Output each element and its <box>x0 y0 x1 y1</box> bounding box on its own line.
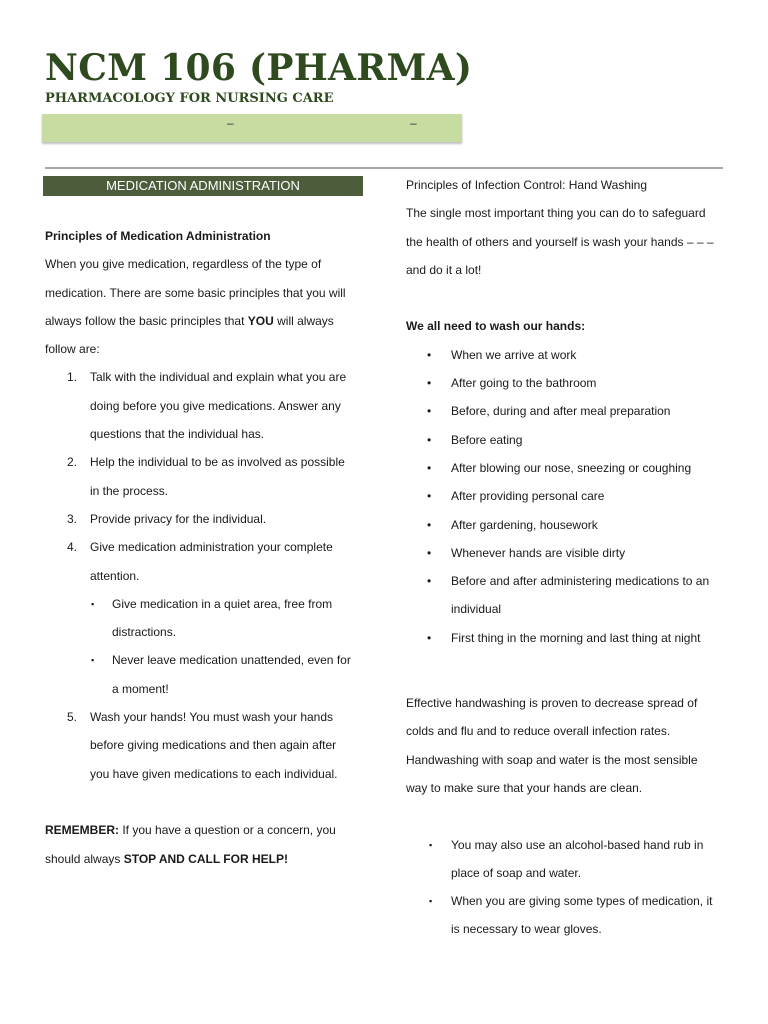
paragraph-line: When you give medication, regardless of the type of <box>45 257 322 272</box>
list-item: ▪ You may also use an alcohol-based hand rub in place of soap and water. <box>451 831 728 888</box>
bullet-icon: • <box>427 574 432 589</box>
square-bullet-icon: ▪ <box>91 598 95 609</box>
list-item: 4. Give medication administration your complete attention. ▪ Give medication in a quiet area, free from distractions. ▪ Never leave medication unattended, even for a moment! <box>90 533 367 703</box>
sub-list <box>90 590 367 703</box>
bullet-icon: • <box>427 347 432 362</box>
square-bullet-icon: ▪ <box>91 655 95 666</box>
bullet-icon: • <box>427 630 432 645</box>
list-item: • After gardening, housework <box>451 511 728 539</box>
section-title: MEDICATION ADMINISTRATION <box>43 176 363 196</box>
wash-heading: We all need to wash our hands: <box>406 319 586 334</box>
list-item: 1. Talk with the individual and explain what you are doing before you give medications. Answer any questions that the individual has. <box>67 370 347 442</box>
horizontal-rule <box>45 167 723 169</box>
paragraph-line: and do it a lot! <box>406 262 482 277</box>
list-item: • First thing in the morning and last thing at night <box>451 624 728 652</box>
bullet-icon: • <box>427 489 432 504</box>
bullet-icon: • <box>427 517 432 532</box>
bullet-icon: • <box>427 460 432 475</box>
list-item: • Before eating <box>451 426 728 454</box>
header-bar-dash: – <box>410 116 417 130</box>
paragraph-line: The single most important thing you can do to safeguard <box>406 206 706 221</box>
list-item: • Before and after administering medications to an individual <box>451 567 728 624</box>
sub-list-item: ▪ Never leave medication unattended, even for a moment! <box>112 646 367 703</box>
list-item: 3. Provide privacy for the individual. <box>67 511 267 526</box>
header-bar <box>42 114 462 142</box>
principles-list <box>45 363 367 787</box>
bullet-icon: • <box>427 545 432 560</box>
list-item: 5. Wash your hands! You must wash your hands before giving medications and then again after you have given medications to each individual. <box>67 710 338 781</box>
left-column <box>45 176 367 873</box>
handwash-list <box>406 341 728 652</box>
right-column <box>406 171 728 944</box>
list-item: • When we arrive at work <box>451 341 728 369</box>
sub-list-item: ▪ Give medication in a quiet area, free from distractions. <box>112 590 367 647</box>
list-item: • After providing personal care <box>451 482 728 510</box>
paragraph-line: way to make sure that your hands are clean. <box>406 780 643 795</box>
paragraph-line: Handwashing with soap and water is the most sensible <box>406 752 698 767</box>
document-title: NCM 106 (PHARMA) <box>45 47 473 89</box>
section-heading: Principles of Medication Administration <box>45 229 271 243</box>
list-item: ▪ When you are giving some types of medication, it is necessary to wear gloves. <box>451 887 728 944</box>
remember-note: should always STOP AND CALL FOR HELP! <box>45 851 288 866</box>
square-bullet-icon: ▪ <box>429 896 433 907</box>
paragraph-line: the health of others and yourself is wash your hands – – – <box>406 234 714 249</box>
section-heading: Principles of Infection Control: Hand Washing <box>406 178 648 192</box>
paragraph-line: follow are: <box>45 342 100 357</box>
document-subtitle: PHARMACOLOGY FOR NURSING CARE <box>45 91 334 106</box>
remember-note: REMEMBER: If you have a question or a concern, you <box>45 823 336 838</box>
paragraph-line: always follow the basic principles that YOU will always <box>45 313 334 328</box>
paragraph-line: Effective handwashing is proven to decrease spread of <box>406 696 698 711</box>
list-item: • Whenever hands are visible dirty <box>451 539 728 567</box>
square-bullet-icon: ▪ <box>429 839 433 850</box>
bullet-icon: • <box>427 404 432 419</box>
list-item: • After blowing our nose, sneezing or coughing <box>451 454 728 482</box>
list-item: • Before, during and after meal preparation <box>451 397 728 425</box>
list-item: 2. Help the individual to be as involved as possible in the process. <box>67 455 345 498</box>
bullet-icon: • <box>427 432 432 447</box>
header-bar-dash: – <box>227 116 234 130</box>
paragraph-line: medication. There are some basic principles that you will <box>45 285 346 300</box>
emphasis-you: YOU <box>247 313 274 328</box>
extra-notes-list <box>406 831 728 944</box>
bullet-icon: • <box>427 376 432 391</box>
paragraph-line: colds and flu and to reduce overall infection rates. <box>406 724 671 739</box>
list-item: • After going to the bathroom <box>451 369 728 397</box>
